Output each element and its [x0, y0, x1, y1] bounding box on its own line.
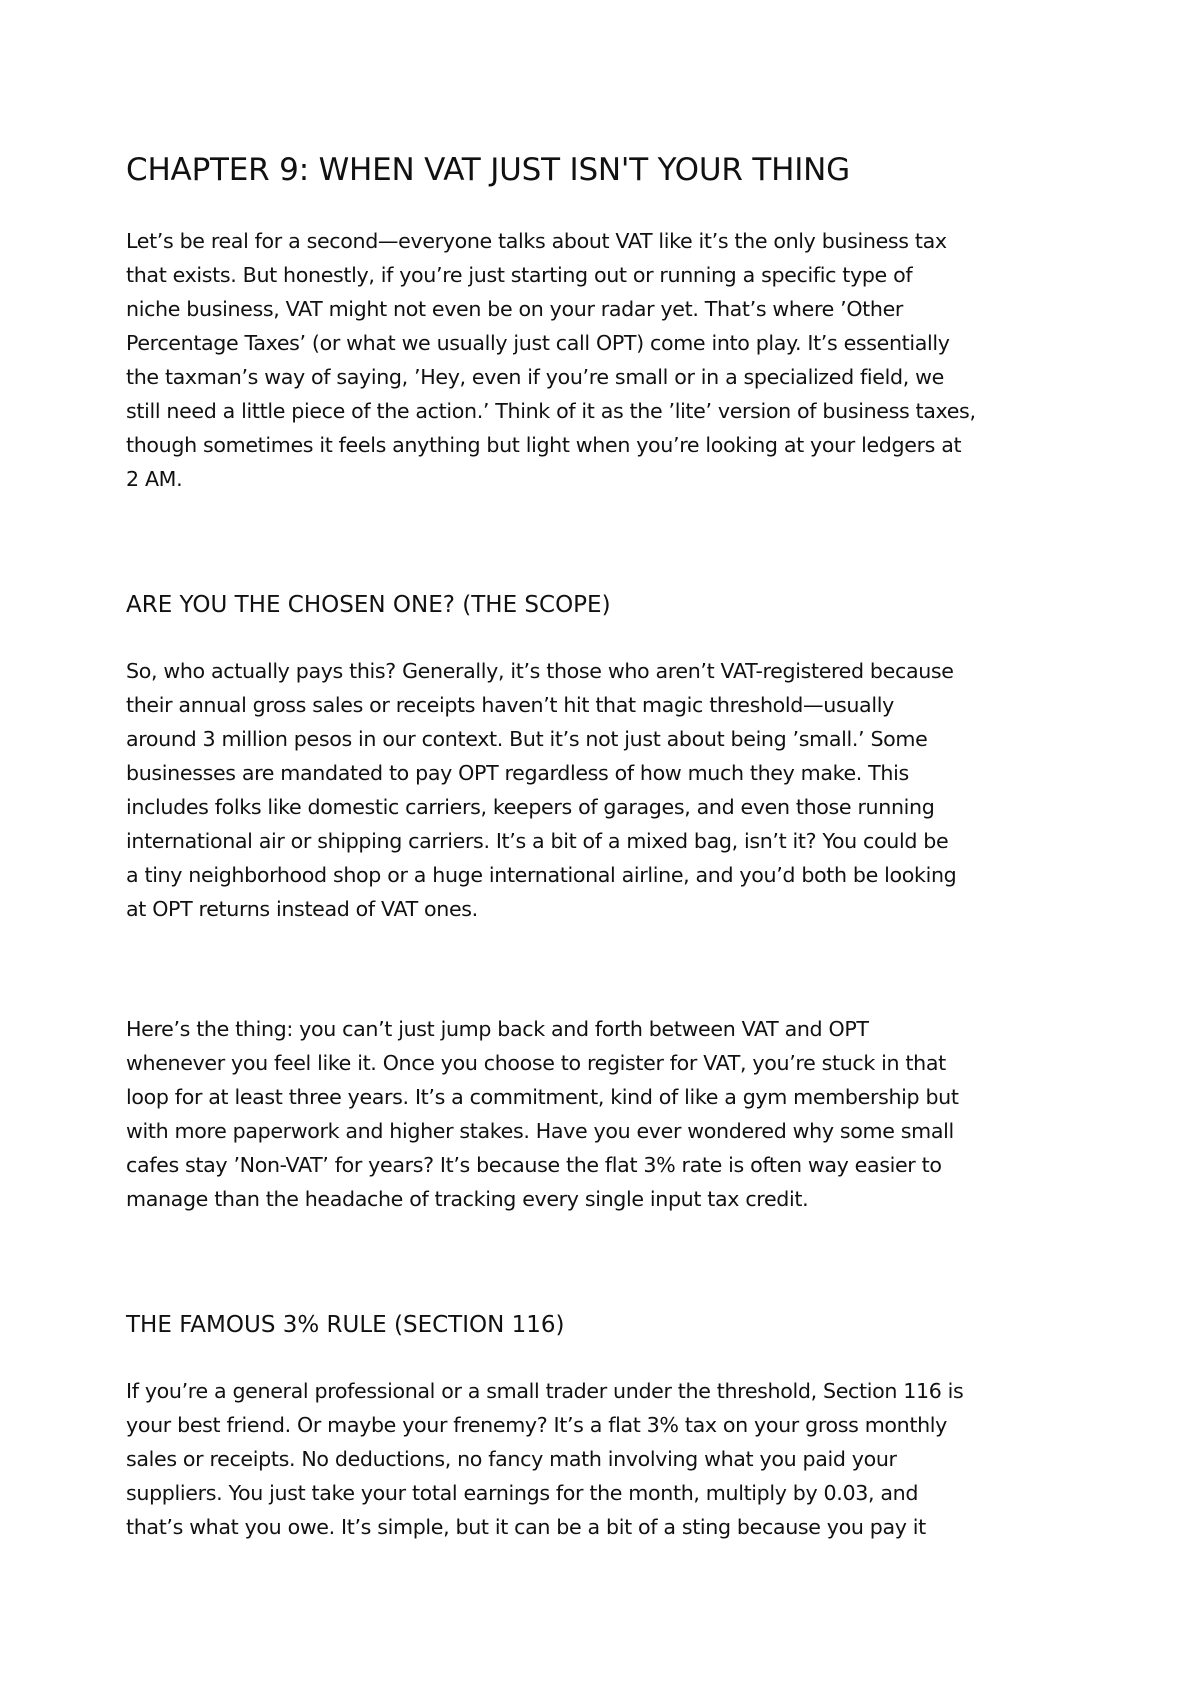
rule-paragraph-1 — [126, 1374, 1086, 1544]
paragraph-line: international air or shipping carriers. It’s a bit of a mixed bag, isn’t it? You could be — [126, 829, 949, 853]
paragraph-line: their annual gross sales or receipts haven’t hit that magic threshold—usually — [126, 693, 894, 717]
section-heading-3-percent-rule: THE FAMOUS 3% RULE (SECTION 116) — [126, 1312, 565, 1338]
paragraph-line: 2 AM. — [126, 467, 183, 491]
paragraph-line: that’s what you owe. It’s simple, but it can be a bit of a sting because you pay it — [126, 1515, 926, 1539]
paragraph-line: Here’s the thing: you can’t just jump back and forth between VAT and OPT — [126, 1017, 869, 1041]
paragraph-line: Let’s be real for a second—everyone talks about VAT like it’s the only business tax — [126, 229, 947, 253]
chapter-title: CHAPTER 9: WHEN VAT JUST ISN'T YOUR THING — [126, 152, 850, 188]
paragraph-line: Percentage Taxes’ (or what we usually just call OPT) come into play. It’s essentially — [126, 331, 950, 355]
paragraph-line: niche business, VAT might not even be on your radar yet. That’s where ’Other — [126, 297, 904, 321]
paragraph-line: though sometimes it feels anything but light when you’re looking at your ledgers at — [126, 433, 962, 457]
paragraph-line: the taxman’s way of saying, ’Hey, even if you’re small or in a specialized field, we — [126, 365, 944, 389]
scope-paragraph-2 — [126, 1012, 1086, 1216]
paragraph-line: sales or receipts. No deductions, no fancy math involving what you paid your — [126, 1447, 897, 1471]
scope-paragraph-1 — [126, 654, 1086, 926]
intro-paragraph — [126, 224, 1086, 496]
paragraph-line: at OPT returns instead of VAT ones. — [126, 897, 478, 921]
paragraph-line: your best friend. Or maybe your frenemy? It’s a flat 3% tax on your gross monthly — [126, 1413, 948, 1437]
paragraph-line: suppliers. You just take your total earnings for the month, multiply by 0.03, and — [126, 1481, 919, 1505]
paragraph-line: includes folks like domestic carriers, keepers of garages, and even those running — [126, 795, 935, 819]
paragraph-line: that exists. But honestly, if you’re just starting out or running a specific type of — [126, 263, 913, 287]
paragraph-line: loop for at least three years. It’s a commitment, kind of like a gym membership but — [126, 1085, 959, 1109]
paragraph-line: still need a little piece of the action.’ Think of it as the ’lite’ version of business taxes, — [126, 399, 976, 423]
paragraph-line: manage than the headache of tracking every single input tax credit. — [126, 1187, 809, 1211]
paragraph-line: cafes stay ’Non-VAT’ for years? It’s because the flat 3% rate is often way easier to — [126, 1153, 942, 1177]
section-heading-scope: ARE YOU THE CHOSEN ONE? (THE SCOPE) — [126, 592, 611, 618]
paragraph-line: around 3 million pesos in our context. But it’s not just about being ’small.’ Some — [126, 727, 928, 751]
paragraph-line: So, who actually pays this? Generally, it’s those who aren’t VAT-registered because — [126, 659, 954, 683]
paragraph-line: businesses are mandated to pay OPT regardless of how much they make. This — [126, 761, 909, 785]
paragraph-line: If you’re a general professional or a small trader under the threshold, Section 116 is — [126, 1379, 964, 1403]
paragraph-line: with more paperwork and higher stakes. Have you ever wondered why some small — [126, 1119, 954, 1143]
paragraph-line: a tiny neighborhood shop or a huge international airline, and you’d both be looking — [126, 863, 957, 887]
paragraph-line: whenever you feel like it. Once you choose to register for VAT, you’re stuck in that — [126, 1051, 946, 1075]
